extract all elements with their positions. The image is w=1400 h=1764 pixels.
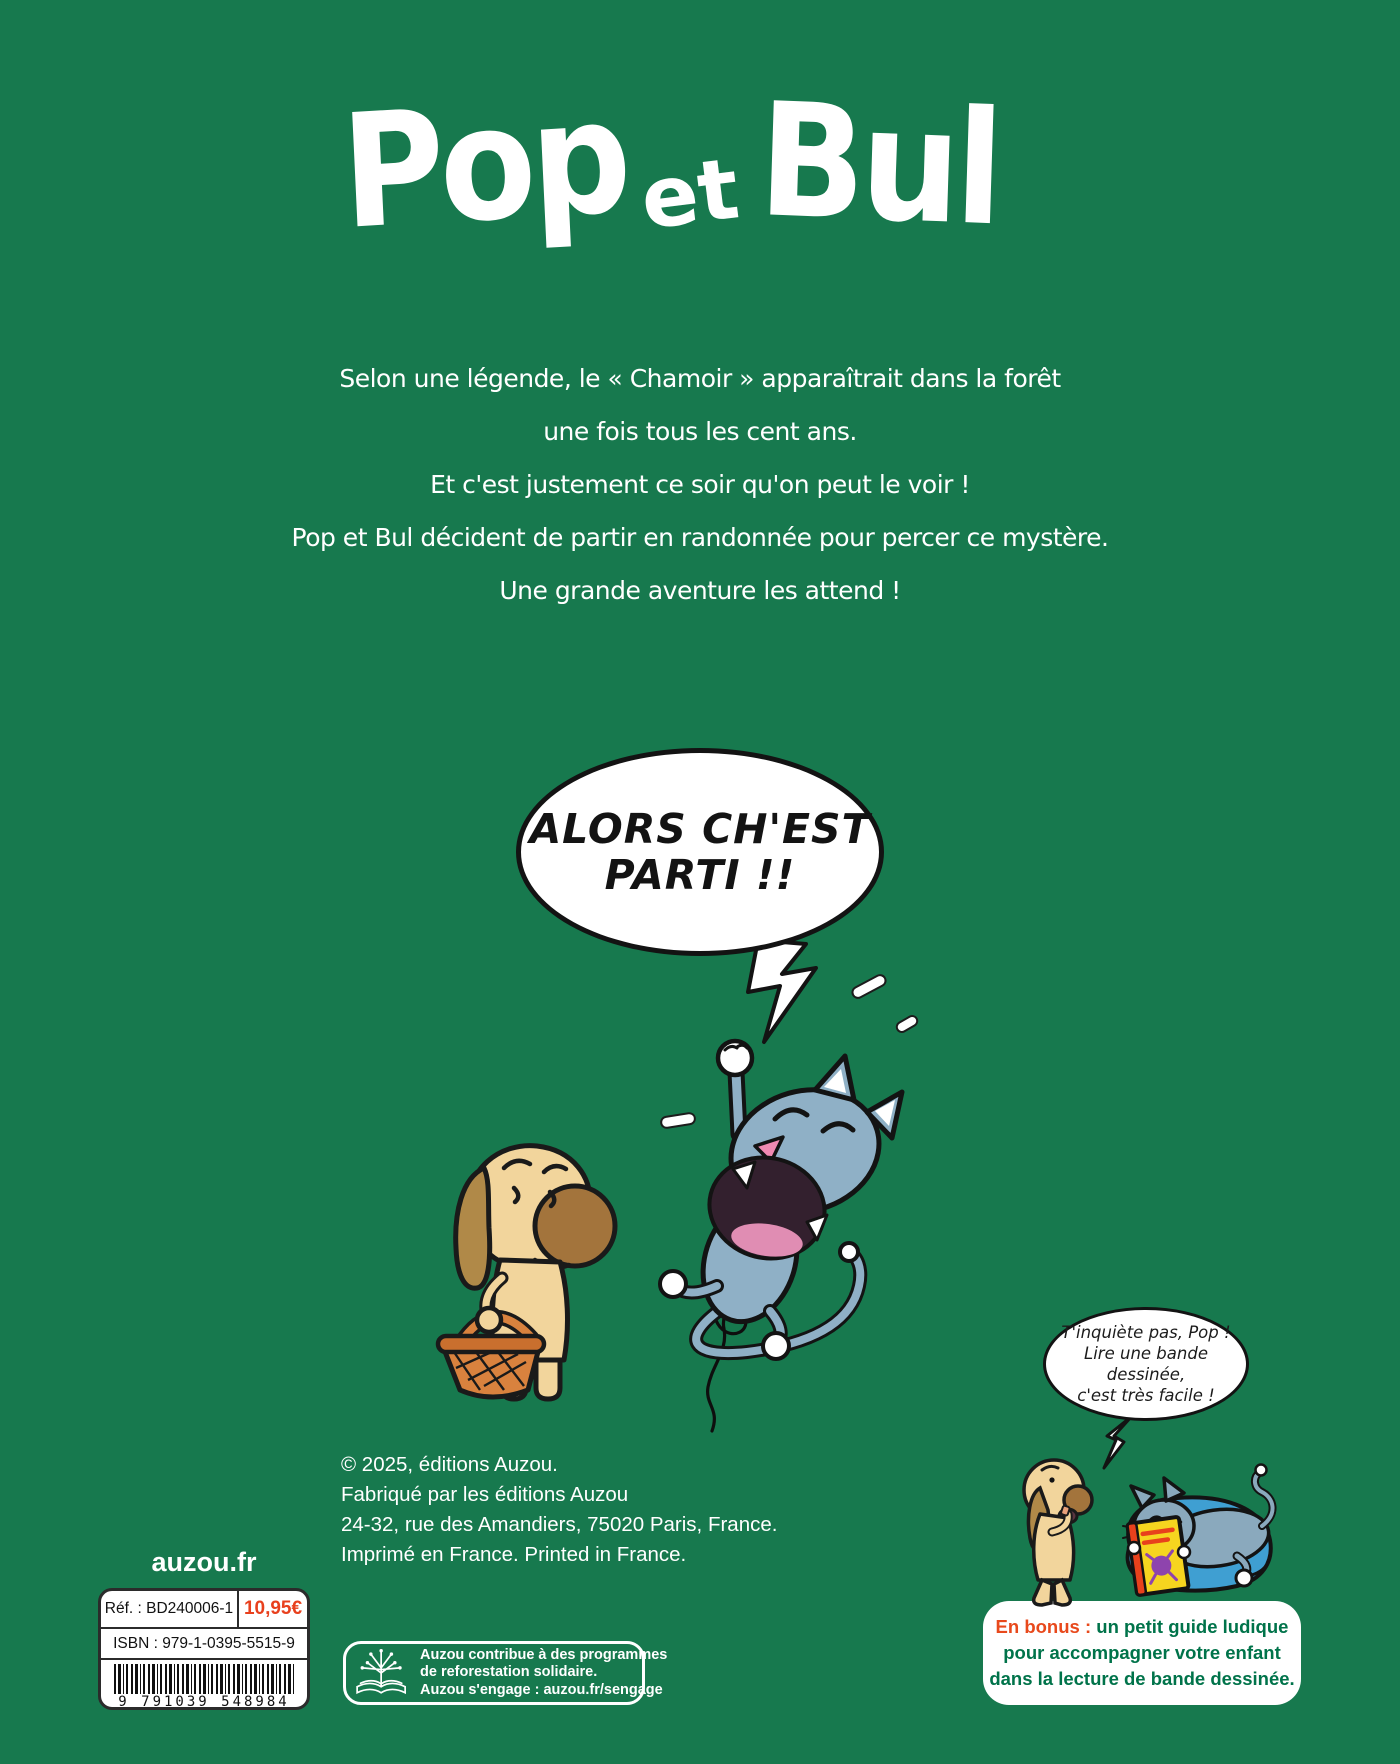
- speech-bubble-small-line: T'inquiète pas, Pop !: [1061, 1323, 1231, 1342]
- price-barcode-box: [98, 1588, 310, 1710]
- speech-bubble-main: [516, 748, 884, 956]
- speech-bubble-small-line: c'est très facile !: [1077, 1386, 1215, 1405]
- reforestation-badge: [343, 1641, 668, 1705]
- imprint-line: © 2025, éditions Auzou.: [341, 1453, 558, 1476]
- synopsis-line: Une grande aventure les attend !: [499, 576, 901, 605]
- bonus-line1-rest: un petit guide ludique: [1091, 1616, 1289, 1637]
- book-tree-icon: [352, 1647, 412, 1699]
- bonus-highlight: En bonus :: [995, 1616, 1092, 1637]
- title-word-pop: Pop: [337, 66, 630, 265]
- reforestation-line: Auzou contribue à des programmes: [420, 1646, 668, 1663]
- price: 10,95€: [243, 1598, 303, 1619]
- synopsis: [0, 366, 1400, 631]
- title-word-et: et: [635, 139, 744, 249]
- reforestation-text: [420, 1647, 667, 1700]
- synopsis-line: Selon une légende, le « Chamoir » apparaîtrait dans la forêt: [339, 364, 1061, 393]
- imprint-line: Fabriqué par les éditions Auzou: [341, 1483, 629, 1506]
- reference-price-row: [101, 1591, 307, 1629]
- bonus-line1: [996, 1614, 1289, 1640]
- dog-character-illustration: [432, 1128, 627, 1406]
- publisher-website: auzou.fr: [151, 1547, 257, 1577]
- reforestation-line: Auzou s'engage : auzou.fr/sengage: [420, 1681, 663, 1698]
- imprint: [341, 1450, 777, 1570]
- reforestation-line: de reforestation solidaire.: [420, 1664, 598, 1681]
- title-word-bul: Bul: [756, 69, 1002, 262]
- barcode: [101, 1660, 307, 1710]
- bonus-info-box: [983, 1601, 1301, 1705]
- bonus-line2: pour accompagner votre enfant: [1003, 1642, 1281, 1663]
- speech-bubble-main-line2: PARTI !!: [604, 851, 796, 899]
- speech-bubble-main-line1: ALORS CH'EST: [529, 805, 871, 853]
- cat-character-illustration: [655, 1016, 905, 1361]
- isbn: ISBN : 979-1-0395-5515-9: [101, 1629, 307, 1660]
- reading-scene-illustration: [1012, 1448, 1312, 1613]
- speech-bubble-small: [1043, 1307, 1249, 1421]
- synopsis-line: Et c'est justement ce soir qu'on peut le voir !: [430, 470, 970, 499]
- motion-dash-icon: [849, 972, 889, 1001]
- reference-number: Réf. : BD240006-1: [104, 1600, 234, 1617]
- barcode-digits: 9 791039 548984: [114, 1694, 293, 1710]
- book-title: [0, 66, 1340, 265]
- speech-bubble-small-line: Lire une bande dessinée,: [1084, 1344, 1208, 1384]
- synopsis-line: Pop et Bul décident de partir en randonnée pour percer ce mystère.: [291, 523, 1109, 552]
- imprint-line: Imprimé en France. Printed in France.: [341, 1543, 687, 1566]
- bonus-line3: dans la lecture de bande dessinée.: [989, 1668, 1295, 1689]
- synopsis-line: une fois tous les cent ans.: [543, 417, 857, 446]
- imprint-line: 24-32, rue des Amandiers, 75020 Paris, France.: [341, 1513, 778, 1536]
